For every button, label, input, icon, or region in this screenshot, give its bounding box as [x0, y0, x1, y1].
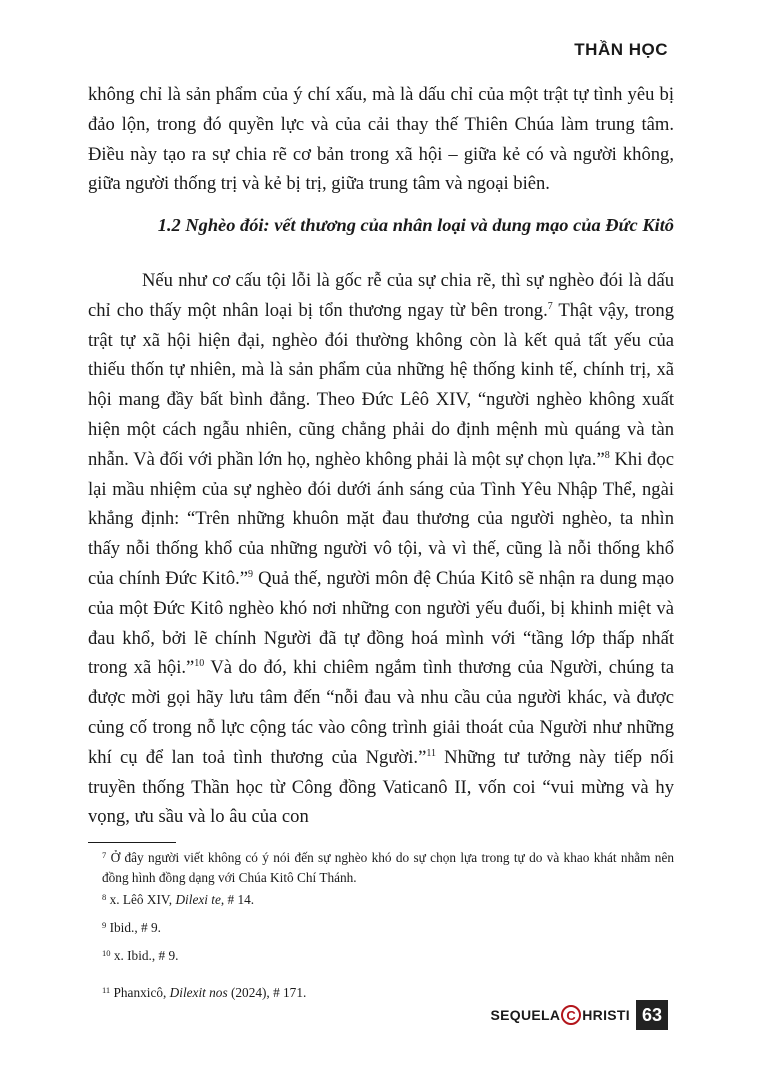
logo-text-right: HRISTI — [582, 1007, 630, 1023]
section-heading: 1.2 Nghèo đói: vết thương của nhân loại và dung mạo của Đức Kitô — [157, 215, 674, 235]
footnote-7 — [88, 848, 674, 888]
footnote-title: Dilexit nos — [169, 985, 228, 1000]
sequela-christi-logo — [490, 1005, 629, 1025]
page-footer — [490, 1000, 668, 1030]
footnote-ref-11[interactable]: 11 — [426, 747, 436, 759]
footnote-number: 8 — [102, 892, 107, 902]
logo-text-left: SEQUELA — [490, 1007, 561, 1023]
paragraph-1: không chỉ là sản phẩm của ý chí xấu, mà là dấu chỉ của một trật tự tình yêu bị đảo lộn, trong đó quyền lực và của cải thay thế Thiên Chúa làm trung tâm. Điều này tạo ra sự chia rẽ cơ bản trong xã hội – giữa kẻ có và người không, giữa người thống trị và kẻ bị trị, giữa trung tâm và ngoại biên. — [88, 84, 674, 195]
paragraph-2-text: Và do đó, khi chiêm ngắm tình thương của Người, chúng ta được mời gọi hãy lưu tâm đến “nỗi đau và nhu cầu của người khác, và được củng cố trong nỗ lực cộng tác vào công trình giải thoát của Người như những khí cụ để lan toả tình thương của Người.” — [88, 657, 674, 768]
footnote-number: 10 — [102, 948, 111, 958]
footnote-number: 9 — [102, 920, 107, 930]
section-title: THẦN HỌC — [574, 40, 668, 59]
logo-c-circle: C — [561, 1005, 581, 1025]
footnote-text: x. Lêô XIV, — [109, 892, 176, 907]
footnote-text: Ở đây người viết không có ý nói đến sự nghèo khó do sự chọn lựa trong tự do và khao khát nhằm nên đồng hình đồng dạng với Chúa Kitô Chí Thánh. — [102, 850, 674, 885]
footnote-text: x. Ibid., # 9. — [113, 948, 179, 963]
footnote-text: Ibid., # 9. — [109, 920, 161, 935]
footnote-number: 11 — [102, 985, 111, 995]
footnote-text: Phanxicô, — [113, 985, 170, 1000]
page-number: 63 — [636, 1000, 668, 1030]
footnote-9 — [102, 918, 674, 938]
paragraph-2-text: Nếu như cơ cấu tội lỗi là gốc rễ của sự chia rẽ, thì sự nghèo đói là dấu chỉ cho thấy một nhân loại bị tổn thương ngay từ bên trong. — [88, 270, 674, 321]
footnote-8 — [102, 890, 674, 910]
footnote-text: , # 14. — [220, 892, 255, 907]
footnote-title: Dilexi te — [175, 892, 221, 907]
footnote-10 — [102, 946, 674, 966]
footnote-number: 7 — [102, 850, 107, 860]
footnote-divider — [88, 842, 176, 843]
paragraph-2-text: Những tư tưởng này tiếp nối truyền thống Thần học từ Công đồng Vaticanô II, vốn coi “vui mừng và hy vọng, ưu sầu và lo âu của con — [88, 746, 674, 828]
paragraph-2-text: Khi đọc lại mầu nhiệm của sự nghèo đói dưới ánh sáng của Tình Yêu Nhập Thể, ngài khẳng định: “Trên những khuôn mặt đau thương của người nghèo, ta nhìn thấy nỗi thống khổ của những người vô tội, và vì thế, cũng là nỗi thống khổ của chính Đức Kitô.” — [88, 448, 674, 589]
footnote-ref-9[interactable]: 9 — [248, 568, 254, 580]
footnote-text: (2024), # 171. — [227, 985, 307, 1000]
paragraph-2-text: Thật vậy, trong trật tự xã hội hiện đại, nghèo đói thường không còn là kết quả tất yếu của thiếu thốn tự nhiên, mà là sản phẩm của những hệ thống kinh tế, chính trị, xã hội mang đầy bất bình đẳng. Theo Đức Lêô XIV, “người nghèo không xuất hiện một cách ngẫu nhiên, cũng chẳng phải do định mệnh mù quáng và tàn nhẫn. Và đối với phần lớn họ, nghèo không phải là một sự chọn lựa.” — [88, 299, 674, 470]
footnote-ref-7[interactable]: 7 — [547, 300, 553, 312]
paragraph-2-text: Quả thế, người môn đệ Chúa Kitô sẽ nhận ra dung mạo của một Đức Kitô nghèo khó nơi những con người yếu đuối, bị khinh miệt và đau khổ, bởi lẽ chính Người đã tự đồng hoá mình với “tầng lớp thấp nhất trong xã hội.” — [88, 567, 674, 679]
footnote-ref-10[interactable]: 10 — [194, 658, 205, 670]
paragraph-2 — [88, 266, 674, 832]
footnote-ref-8[interactable]: 8 — [604, 449, 610, 461]
